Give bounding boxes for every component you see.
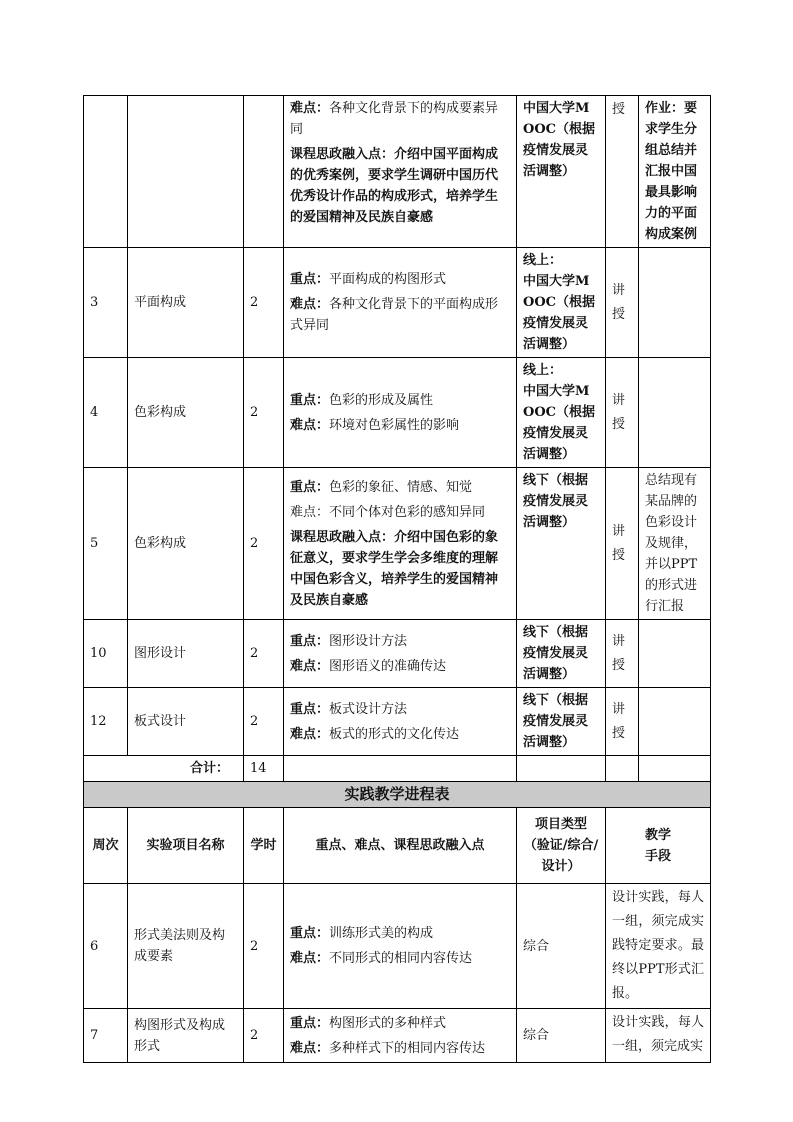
assessment-cell (639, 688, 711, 756)
project-type-cell: 综合 (517, 1009, 606, 1063)
header-content: 重点、难点、课程思政融入点 (284, 808, 517, 884)
hours-cell: 2 (244, 688, 284, 756)
project-type-cell: 综合 (517, 884, 606, 1009)
ideology-point (290, 527, 510, 611)
teaching-method-cell: 线上： 中国大学MOOC（根据疫情发展灵活调整） (517, 358, 606, 468)
key-points-cell (284, 688, 517, 756)
point-keyword: 重点： (290, 701, 330, 717)
assessment-cell (639, 248, 711, 358)
week-cell: 6 (84, 884, 128, 1009)
theory-row (84, 468, 711, 620)
assessment-cell (639, 620, 711, 688)
teaching-method-cell: 线下（根据疫情发展灵活调整） (517, 620, 606, 688)
key-points-cell (284, 884, 517, 1009)
lesson-name-cell: 板式设计 (128, 688, 244, 756)
point-keyword: 难点： (290, 726, 330, 742)
point-keyword: 难点： (290, 417, 330, 433)
hours-cell: 2 (244, 884, 284, 1009)
point-text: 板式的形式的文化传达 (329, 726, 460, 742)
content-point (290, 1013, 510, 1034)
point-text: 各种文化背景下的构成要素异同 (290, 101, 499, 137)
theory-row (84, 248, 711, 358)
point-text: 图形设计方法 (329, 633, 408, 649)
content-point (290, 923, 510, 944)
header-type: 项目类型（验证/综合/设计） (517, 808, 606, 884)
theory-row (84, 688, 711, 756)
point-text: 环境对色彩属性的影响 (329, 417, 460, 433)
teaching-method-cell: 设计实践，每人一组，须完成实 (606, 1009, 711, 1063)
point-text: 训练形式美的构成 (329, 926, 434, 941)
point-text: 平面构成的构图形式 (329, 272, 447, 287)
hours-cell: 2 (244, 620, 284, 688)
point-text: 构图形式的多种样式 (329, 1015, 447, 1031)
header-week: 周次 (84, 808, 128, 884)
hours-cell: 2 (244, 248, 284, 358)
practice-section (84, 884, 711, 1063)
ideology-point (290, 144, 510, 228)
hours-cell (244, 96, 284, 248)
practice-title-row (84, 782, 711, 808)
point-keyword: 重点： (290, 392, 330, 408)
point-keyword: 难点： (290, 1040, 330, 1056)
key-points-cell (284, 1009, 517, 1063)
content-point (290, 724, 510, 745)
point-text: 板式设计方法 (329, 701, 408, 717)
lesson-name-cell: 图形设计 (128, 620, 244, 688)
teaching-form-cell: 讲 授 (606, 358, 639, 468)
point-text: 多种样式下的相同内容传达 (329, 1040, 486, 1056)
point-keyword: 难点： (290, 951, 330, 966)
week-cell: 5 (84, 468, 128, 620)
key-points-cell (284, 468, 517, 620)
teaching-form-cell: 讲 授 (606, 688, 639, 756)
point-keyword: 重点： (290, 479, 330, 495)
total-row (84, 756, 711, 782)
content-point (290, 502, 510, 523)
key-points-cell (284, 96, 517, 248)
week-cell: 3 (84, 248, 128, 358)
teaching-method-cell: 线下（根据疫情发展灵活调整） (517, 468, 606, 620)
content-point (290, 294, 510, 336)
hours-cell: 2 (244, 1009, 284, 1063)
week-cell: 12 (84, 688, 128, 756)
practice-title: 实践教学进程表 (84, 782, 711, 808)
assessment-cell: 作业：要求学生分组总结并汇报中国最具影响力的平面构成案例 (639, 96, 711, 248)
total-label: 合计： (84, 756, 244, 782)
theory-row (84, 96, 711, 248)
total-value: 14 (244, 756, 284, 782)
week-cell: 7 (84, 1009, 128, 1063)
point-keyword: 重点： (290, 272, 330, 287)
point-keyword: 重点： (290, 1015, 330, 1031)
teaching-form-cell: 授 (606, 96, 639, 248)
header-hours: 学时 (244, 808, 284, 884)
lesson-name-cell: 平面构成 (128, 248, 244, 358)
point-text: 图形语义的准确传达 (329, 658, 447, 674)
week-cell (84, 96, 128, 248)
point-text: 不同形式的相同内容传达 (329, 951, 473, 966)
teaching-method-cell: 设计实践，每人一组，须完成实践特定要求。最终以PPT形式汇报。 (606, 884, 711, 1009)
content-point (290, 631, 510, 652)
week-cell: 4 (84, 358, 128, 468)
key-points-cell (284, 248, 517, 358)
theory-row (84, 620, 711, 688)
key-points-cell (284, 358, 517, 468)
point-keyword: 重点： (290, 633, 330, 649)
theory-row (84, 358, 711, 468)
total-section (84, 756, 711, 884)
content-point (290, 656, 510, 677)
key-points-cell (284, 620, 517, 688)
point-text: 各种文化背景下的平面构成形式异同 (290, 297, 499, 333)
content-point (290, 477, 510, 498)
practice-row (84, 884, 711, 1009)
course-schedule-table (83, 95, 711, 1063)
teaching-form-cell: 讲 授 (606, 620, 639, 688)
point-text: 难点：不同个体对色彩的感知异同 (290, 504, 486, 520)
teaching-form-cell: 讲 授 (606, 248, 639, 358)
point-text: 色彩的形成及属性 (329, 392, 434, 408)
content-point (290, 1038, 510, 1059)
project-name-cell: 构图形式及构成形式 (128, 1009, 244, 1063)
point-keyword: 重点： (290, 926, 330, 941)
point-text: 色彩的象征、情感、知觉 (329, 479, 473, 495)
point-text: 课程思政融入点：介绍中国色彩的象征意义，要求学生学会多维度的理解中国色彩含义，培养学生的爱国精神及民族自豪感 (290, 529, 499, 608)
header-method: 教学 手段 (606, 808, 711, 884)
practice-row (84, 1009, 711, 1063)
point-keyword: 难点： (290, 101, 330, 116)
point-text: 课程思政融入点：介绍中国平面构成的优秀案例，要求学生调研中国历代优秀设计作品的构成形式，培养学生的爱国精神及民族自豪感 (290, 147, 499, 225)
point-keyword: 难点： (290, 297, 330, 312)
content-point (290, 415, 510, 436)
project-name-cell: 形式美法则及构成要素 (128, 884, 244, 1009)
assessment-cell (639, 358, 711, 468)
teaching-method-cell: 线下（根据疫情发展灵活调整） (517, 688, 606, 756)
assessment-cell: 总结现有某品牌的色彩设计及规律，并以PPT的形式进行汇报 (639, 468, 711, 620)
point-keyword: 难点： (290, 658, 330, 674)
content-point (290, 699, 510, 720)
lesson-name-cell: 色彩构成 (128, 358, 244, 468)
theory-section (84, 96, 711, 756)
teaching-method-cell: 线上： 中国大学MOOC（根据疫情发展灵活调整） (517, 248, 606, 358)
content-point (290, 269, 510, 290)
content-point (290, 98, 510, 140)
hours-cell: 2 (244, 358, 284, 468)
teaching-method-cell: 中国大学MOOC（根据疫情发展灵活调整） (517, 96, 606, 248)
practice-header-row (84, 808, 711, 884)
header-name: 实验项目名称 (128, 808, 244, 884)
teaching-form-cell: 讲 授 (606, 468, 639, 620)
content-point (290, 390, 510, 411)
lesson-name-cell: 色彩构成 (128, 468, 244, 620)
week-cell: 10 (84, 620, 128, 688)
content-point (290, 948, 510, 969)
lesson-name-cell (128, 96, 244, 248)
hours-cell: 2 (244, 468, 284, 620)
